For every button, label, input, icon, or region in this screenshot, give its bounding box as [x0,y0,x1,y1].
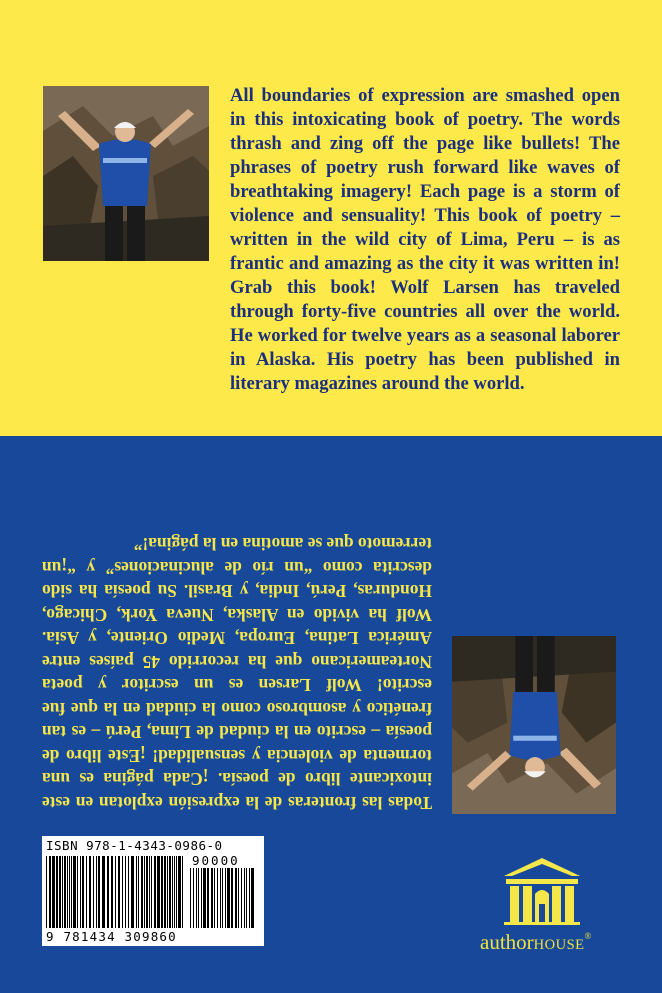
barcode-bar [227,868,230,928]
barcode-bar [93,856,94,928]
barcode-bar [231,868,233,928]
barcode-bar [98,856,100,928]
barcode-bar [182,856,183,928]
barcode-bar [141,856,143,928]
barcode-bar [131,856,134,928]
barcode-bar [178,856,181,928]
barcode-bar [89,856,91,928]
barcode-bar [235,868,237,928]
barcode-bar [241,868,242,928]
barcode-bar [67,856,68,928]
barcode-bar [73,856,76,928]
barcode-bar [211,868,213,928]
barcode-bar [77,856,78,928]
publisher-name [480,930,591,955]
barcode-bar [167,856,168,928]
barcode-bar [196,868,197,928]
barcode-bar [144,856,145,928]
barcode-bar [217,868,218,928]
author-photo [43,86,209,261]
addon-barcode-bars [190,868,260,928]
isbn-barcode [42,836,264,946]
price-addon-code: 90000 [192,853,240,868]
barcode-bar [49,856,51,928]
barcode-bar [111,856,113,928]
publisher-logo [480,856,620,966]
author-house-icon [502,856,582,926]
barcode-bar [246,868,247,928]
spanish-description: Todas las fronteras de la expresión explotan en este intoxicante libro de poesía. ¡Cada página es una tormenta de violencia y sensualidad! ¡Este libro de poesía – escrito en la ciudad de Lima, Perú – es tan frenético y asombroso como la ciudad en la que fue escrito! Wolf Larsen es un escritor y poeta Norteamericano que ha recorrido 45 países entre América Latina, Europa, Medio Oriente, y Asia. Wolf ha vivido en Alaska, Nueva York, Chicago, Honduras, Perú, India, y Brasil. Su poesía ha sido descrita como “un río de alucinaciones” y “¡un terremoto que se amotina en la página!” [42,534,432,813]
barcode-bar [201,868,202,928]
barcode-bar [220,868,221,928]
barcode-bar [222,868,223,928]
barcode-bar [225,868,226,928]
barcode-bar [207,868,209,928]
upside-down-section [0,436,662,850]
barcode-bar [164,856,166,928]
english-blurb-panel [0,0,662,436]
barcode-bar [80,856,81,928]
spanish-blurb-panel [0,436,662,993]
barcode-bar [176,856,177,928]
barcode-bar [172,856,173,928]
barcode-bar [128,856,129,928]
barcode-bar [136,856,137,928]
barcode-digits: 9 781434 309860 [46,929,177,944]
barcode-bar [251,868,254,928]
barcode-bar [96,856,97,928]
publisher-name-upper: HOUSE [533,937,585,953]
barcode-bar [102,856,105,928]
barcode-bar [71,856,72,928]
barcode-bars [46,856,188,928]
isbn-number: ISBN 978-1-4343-0986-0 [46,838,223,853]
barcode-bar [62,856,63,928]
barcode-bar [122,856,123,928]
barcode-bar [151,856,152,928]
barcode-bar [198,868,199,928]
barcode-bar [82,856,84,928]
barcode-bar [46,856,47,928]
barcode-bar [244,868,245,928]
english-description: All boundaries of expression are smashed open in this intoxicating book of poetry. The words thrash and zing off the page like bullets! The phrases of poetry rush forward like waves of breathtaking imagery! Each page is a storm of violence and sensuality! This book of poetry – written in the wild city of Lima, Peru – is as frantic and amazing as the city it was written in! Grab this book! Wolf Larsen has traveled through forty-five countries all over the world. He worked for twelve years as a seasonal laborer in Alaska. His poetry has been published in literary magazines around the world. [230,85,620,394]
barcode-bar [86,856,87,928]
barcode-bar [249,868,250,928]
barcode-bar [238,868,239,928]
barcode-bar [214,868,215,928]
barcode-bar [193,868,194,928]
barcode-bar [161,856,163,928]
barcode-bar [203,868,206,928]
barcode-bar [59,856,61,928]
registered-mark: ® [584,931,592,941]
barcode-bar [146,856,148,928]
barcode-bar [125,856,126,928]
barcode-bar [169,856,171,928]
barcode-bar [115,856,116,928]
barcode-bar [149,856,150,928]
barcode-bar [118,856,120,928]
barcode-bar [190,868,191,928]
barcode-bar [52,856,55,928]
barcode-bar [69,856,70,928]
barcode-bar [154,856,156,928]
barcode-bar [107,856,109,928]
barcode-bar [157,856,160,928]
barcode-bar [138,856,139,928]
barcode-bar [64,856,66,928]
author-photo-inverted [452,636,616,814]
barcode-bar [56,856,58,928]
barcode-bar [174,856,175,928]
publisher-name-lower: author [480,930,534,954]
